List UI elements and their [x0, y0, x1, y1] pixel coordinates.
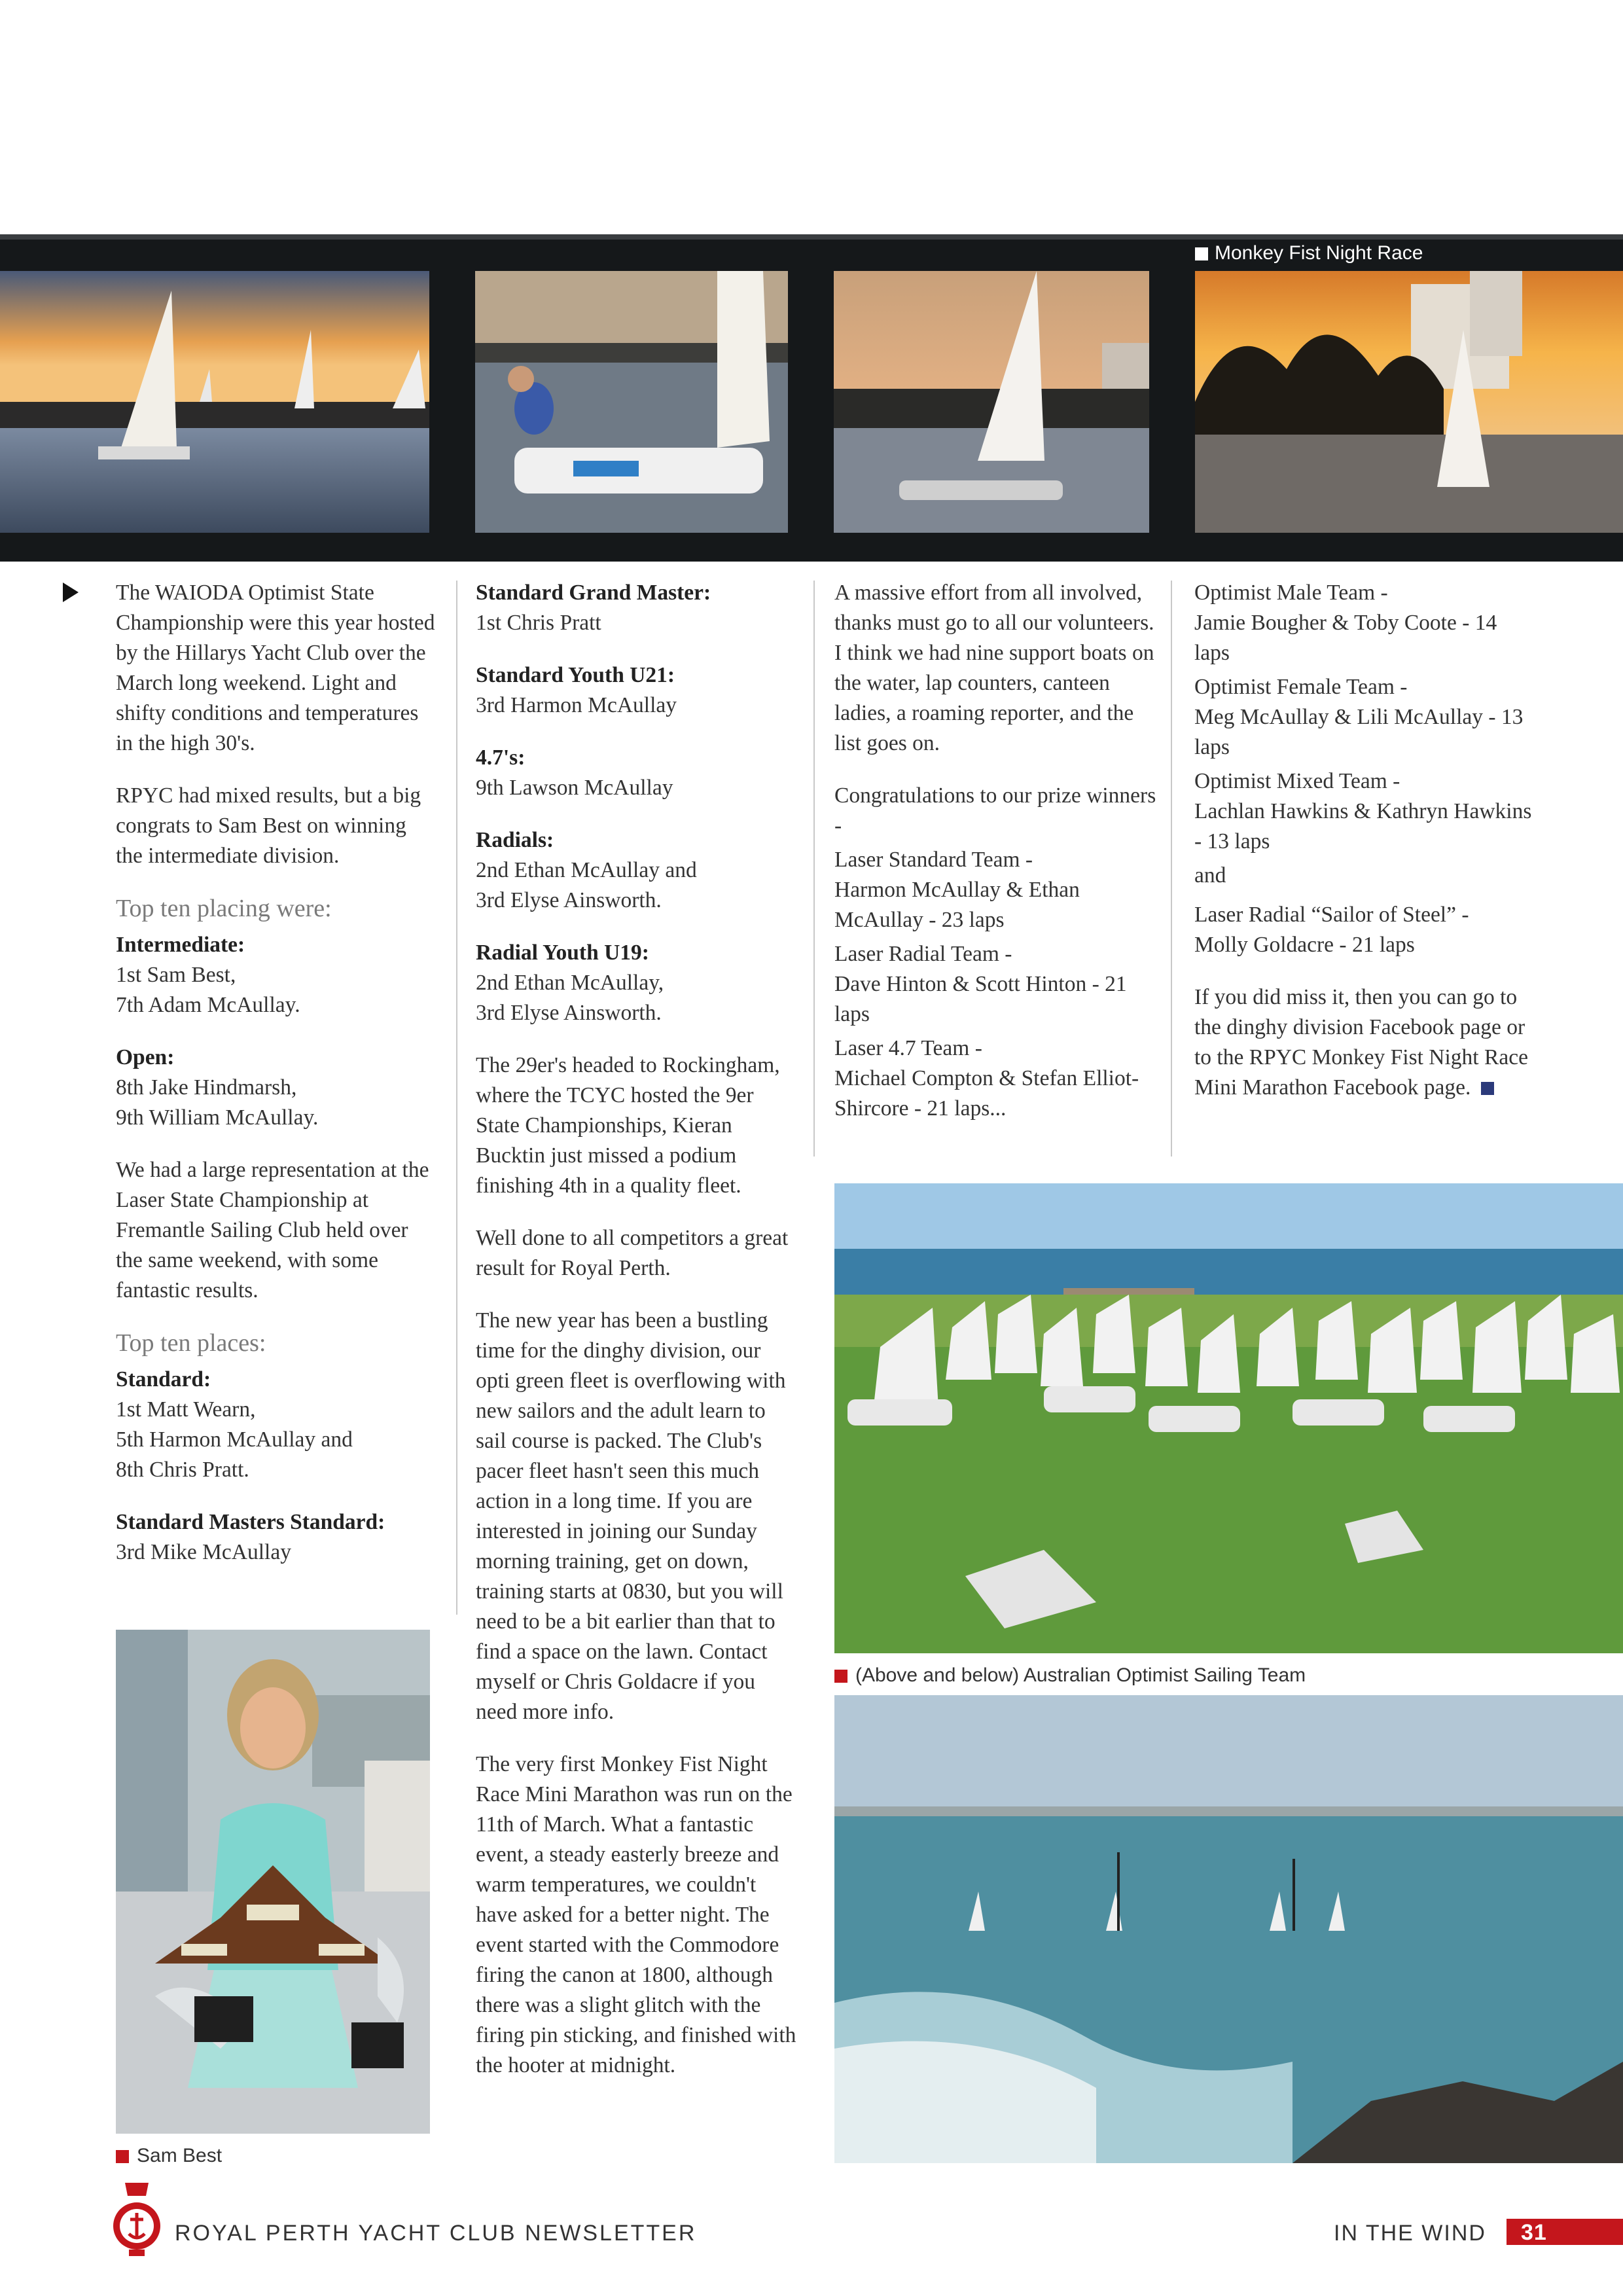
photo-strip-border [0, 234, 1623, 240]
monkey-fist-paragraph: The very first Monkey Fist Night Race Mini Marathon was run on the 11th of March. What a fantastic event, a steady easterly breeze and warm temperatures, we couldn't have asked for a better night. The event started with the Commodore firing the canon at 1800, although there was a slight glitch with the firing pin sticking, and finished with the hooter at midnight. [476, 1752, 796, 2077]
result-line: 7th Adam McAullay. [116, 993, 300, 1017]
team-name: Laser Radial “Sailor of Steel” - [1194, 903, 1469, 927]
column-1 [116, 578, 437, 1568]
result-line: 3rd Mike McAullay [116, 1540, 291, 1564]
new-year-paragraph: The new year has been a bustling time for the dinghy division, our opti green fleet is overflowing with new sailors and the adult learn to sail course is packed. The Club's pacer fleet hasn't seen this much action in a long time. If you are interested in joining our Sunday morning training, get on down, training starts at 0830, but you will need to be a bit earlier than that to find a space on the lawn. Contact myself or Chris Goldacre if you need more info. [476, 1308, 786, 1724]
result-line: 9th William McAullay. [116, 1105, 319, 1130]
page-number: 31 [1521, 2220, 1547, 2245]
team-detail: Jamie Bougher & Toby Coote - 14 laps [1194, 611, 1497, 665]
sam-best-caption: Sam Best [116, 2145, 222, 2167]
team-name: Optimist Male Team - [1194, 581, 1388, 605]
result-line: 3rd Elyse Ainsworth. [476, 888, 662, 912]
laser-paragraph: We had a large representation at the Laser State Championship at Fremantle Sailing Club held over the same weekend, with some fantastic results. [116, 1158, 429, 1302]
intermediate-label: Intermediate: [116, 933, 245, 957]
section-title: IN THE WIND [1334, 2221, 1486, 2246]
well-done-paragraph: Well done to all competitors a great result for Royal Perth. [476, 1226, 789, 1280]
result-line: 3rd Elyse Ainsworth. [476, 1001, 662, 1025]
photo-strip-caption: Monkey Fist Night Race [1195, 242, 1423, 264]
result-line: 1st Chris Pratt [476, 611, 601, 635]
team-name: Optimist Female Team - [1194, 675, 1408, 699]
congrats-line: Congratulations to our prize winners - [834, 783, 1156, 838]
newsletter-title: ROYAL PERTH YACHT CLUB NEWSLETTER [175, 2221, 697, 2246]
closing-paragraph: If you did miss it, then you can go to the dinghy division Facebook page or to the RPYC Monkey Fist Night Race Mini Marathon Facebook page. [1194, 985, 1528, 1100]
results-paragraph: RPYC had mixed results, but a big congrats to Sam Best on winning the intermediate division. [116, 783, 421, 868]
team-name: Laser Standard Team - [834, 848, 1033, 872]
column-2 [476, 578, 796, 2103]
caption-marker-icon [116, 2150, 129, 2163]
team-detail: Michael Compton & Stefan Elliot-Shircore - 21 laps... [834, 1066, 1139, 1121]
result-line: 2nd Ethan McAullay and [476, 858, 697, 882]
optimist-team-caption: (Above and below) Australian Optimist Sailing Team [834, 1664, 1306, 1687]
result-line: 1st Matt Wearn, [116, 1397, 256, 1422]
result-line: 1st Sam Best, [116, 963, 236, 987]
result-line: 3rd Harmon McAullay [476, 693, 677, 717]
laser-47-label: 4.7's: [476, 745, 526, 770]
team-name: Laser Radial Team - [834, 942, 1012, 966]
sam-best-photo [116, 1630, 430, 2134]
result-line: 9th Lawson McAullay [476, 776, 673, 800]
end-of-article-icon [1481, 1082, 1494, 1095]
rpyc-crest-logo [112, 2176, 162, 2260]
team-detail: Meg McAullay & Lili McAullay - 13 laps [1194, 705, 1524, 759]
open-label: Open: [116, 1045, 175, 1069]
standard-label: Standard: [116, 1367, 211, 1391]
team-name: Laser 4.7 Team - [834, 1036, 982, 1060]
radials-label: Radials: [476, 828, 554, 852]
team-detail: Dave Hinton & Scott Hinton - 21 laps [834, 972, 1127, 1026]
optimist-team-sea-photo [834, 1695, 1623, 2163]
night-race-photo-4 [1195, 271, 1623, 533]
bullet-arrow-icon [63, 583, 79, 602]
result-line: 2nd Ethan McAullay, [476, 971, 664, 995]
result-line: 8th Jake Hindmarsh, [116, 1075, 297, 1100]
team-detail: Molly Goldacre - 21 laps [1194, 933, 1415, 957]
and-line: and [1194, 863, 1226, 888]
intro-paragraph: The WAIODA Optimist State Championship were this year hosted by the Hillarys Yacht Club over the March long weekend. Light and shifty conditions and temperatures in the high 30's. [116, 581, 435, 755]
top-ten-heading: Top ten placing were: [116, 895, 332, 922]
team-detail: Harmon McAullay & Ethan McAullay - 23 laps [834, 878, 1080, 932]
night-race-photo-2 [475, 271, 788, 533]
effort-paragraph: A massive effort from all involved, thanks must go to all our volunteers. I think we had nine support boats on the water, lap counters, canteen ladies, a roaming reporter, and the list goes on. [834, 581, 1154, 755]
night-race-photo-1 [0, 271, 429, 533]
column-4 [1194, 578, 1535, 1125]
grand-master-label: Standard Grand Master: [476, 581, 711, 605]
team-name: Optimist Mixed Team - [1194, 769, 1400, 793]
column-3 [834, 578, 1162, 1146]
result-line: 5th Harmon McAullay and [116, 1427, 353, 1452]
caption-marker-icon [834, 1670, 847, 1683]
youth-u21-label: Standard Youth U21: [476, 663, 675, 687]
optimist-team-lawn-photo [834, 1183, 1623, 1653]
top-ten-places-heading: Top ten places: [116, 1329, 266, 1357]
masters-label: Standard Masters Standard: [116, 1510, 385, 1534]
29er-paragraph: The 29er's headed to Rockingham, where the TCYC hosted the 9er State Championships, Kieran Bucktin just missed a podium finishing 4th in a quality fleet. [476, 1053, 780, 1198]
team-detail: Lachlan Hawkins & Kathryn Hawkins - 13 laps [1194, 799, 1532, 853]
night-race-photo-3 [834, 271, 1149, 533]
column-divider [813, 581, 815, 1157]
result-line: 8th Chris Pratt. [116, 1458, 249, 1482]
column-divider [1171, 581, 1172, 1157]
radial-youth-label: Radial Youth U19: [476, 941, 649, 965]
column-divider [456, 581, 457, 1615]
